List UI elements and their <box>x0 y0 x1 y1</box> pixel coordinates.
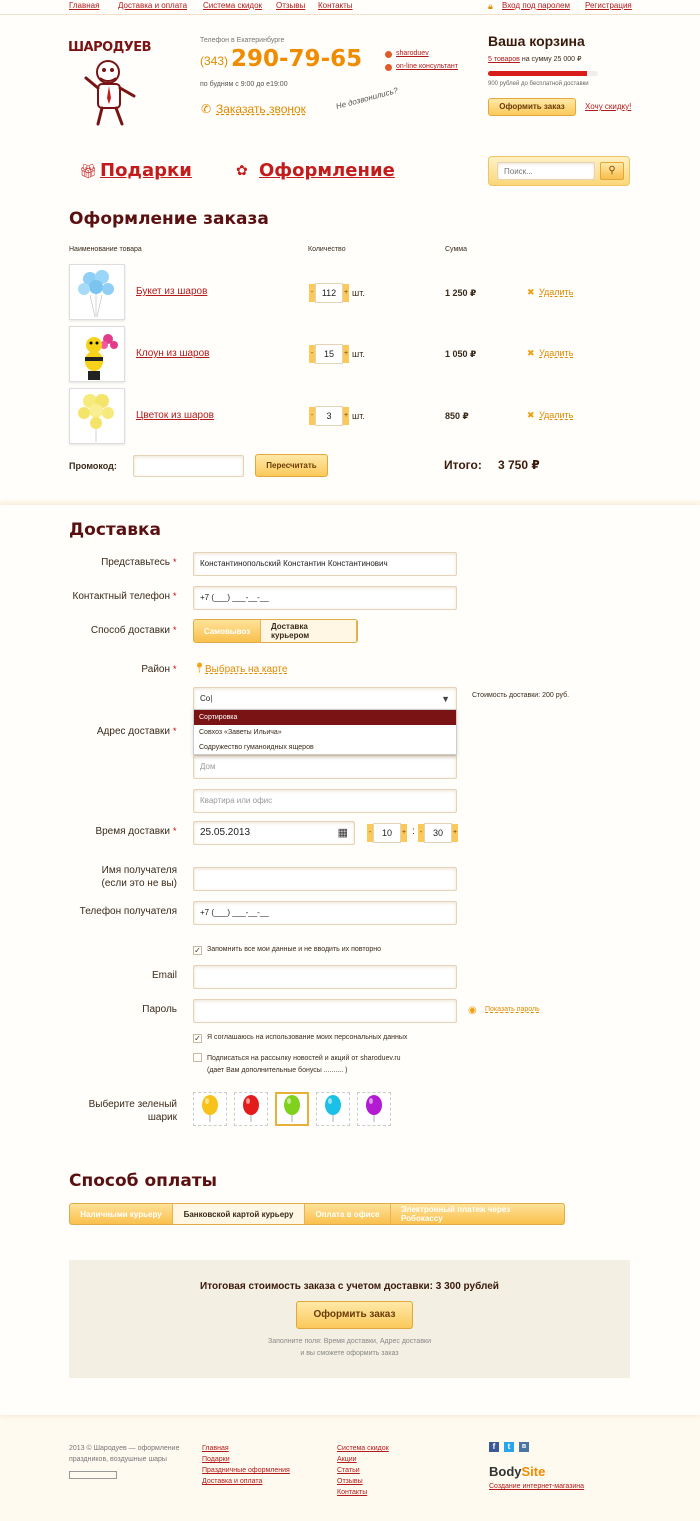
footer-link[interactable]: Главная <box>202 1445 229 1452</box>
balloon-option[interactable] <box>193 1092 227 1126</box>
footer-link[interactable]: Контакты <box>337 1489 368 1496</box>
recipient-phone-label: Телефон получателя <box>79 906 177 917</box>
product-image[interactable] <box>69 388 125 444</box>
summary-total: Итоговая стоимость заказа с учетом доставки: 3 300 рублей <box>200 1281 499 1292</box>
search-icon[interactable]: ⚲ <box>600 162 624 180</box>
logo-text: ШАРОДУЕВ <box>68 40 152 55</box>
promo-label: Промокод: <box>69 461 117 471</box>
payment-cash[interactable]: Наличными курьеру <box>70 1204 173 1224</box>
map-pin-icon: 📍︎ <box>193 663 206 674</box>
online-consultant-link[interactable]: on-line консультант <box>396 63 458 70</box>
brand-site: Site <box>521 1464 546 1479</box>
address-label: Адрес доставки <box>96 726 170 737</box>
row-sum: 850 ₽ <box>445 411 469 421</box>
delete-icon: ✖ <box>527 287 535 297</box>
minute-input[interactable]: 30 <box>424 823 452 843</box>
nav-contacts[interactable]: Контакты <box>318 1 353 10</box>
email-input[interactable] <box>193 965 457 989</box>
copyright: 2013 © Шародуев — оформление <box>69 1445 180 1452</box>
recipient-phone-input[interactable]: +7 (___) ___-__-__ <box>193 901 457 925</box>
phone-label: Контактный телефон <box>72 591 170 602</box>
remember-checkbox[interactable]: ✓ <box>194 946 201 955</box>
time-separator: : <box>412 826 415 837</box>
time-label: Время доставки <box>95 826 170 837</box>
counter-badge[interactable] <box>69 1471 117 1479</box>
row-sum: 1 250 ₽ <box>445 288 477 298</box>
balloon-label: Выберите зеленый <box>88 1099 177 1110</box>
quantity-stepper <box>309 283 349 303</box>
callback-note: Не дозвонились? <box>334 85 399 112</box>
row-sum: 1 050 ₽ <box>445 349 477 359</box>
recipient-label: Имя получателя <box>101 865 177 876</box>
cart-order-button[interactable]: Оформить заказ <box>488 98 576 116</box>
decrement-button[interactable]: - <box>418 824 424 842</box>
nav-decor[interactable]: Оформление <box>259 160 395 181</box>
increment-button[interactable]: + <box>343 407 349 425</box>
district-option[interactable]: Совхоз «Заветы Ильича» <box>199 729 282 736</box>
balloon-icon <box>364 1095 384 1123</box>
logo[interactable] <box>68 36 168 131</box>
footer-link[interactable]: Система скидок <box>337 1445 389 1452</box>
flower-icon: ✿ <box>236 162 248 178</box>
district-select[interactable]: Со| ▼ <box>193 687 457 711</box>
decrement-button[interactable]: - <box>309 284 315 302</box>
callback-link[interactable]: Заказать звонок <box>216 102 306 116</box>
decrement-button[interactable]: - <box>309 407 315 425</box>
nav-reviews[interactable]: Отзывы <box>276 1 306 10</box>
balloon-icon <box>323 1095 343 1123</box>
recipient-label-note: (если это не вы) <box>101 878 177 889</box>
subscribe-checkbox[interactable] <box>193 1053 202 1062</box>
register-link[interactable]: Регистрация <box>585 1 632 10</box>
summary-note-2: и вы сможете оформить заказ <box>300 1350 399 1357</box>
hour-stepper <box>367 823 407 843</box>
map-link[interactable]: Выбрать на карте <box>205 664 288 675</box>
method-pickup[interactable]: Самовывоз <box>194 620 261 642</box>
payment-robokassa[interactable]: Электронный платеж через Робокассу <box>401 1205 511 1223</box>
name-input[interactable]: Константинопольский Константин Константинович <box>193 552 457 576</box>
balloon-icon <box>241 1095 261 1123</box>
summary-box <box>69 1260 630 1378</box>
lock-icon: 🔒︎ <box>488 1 493 11</box>
balloon-icon <box>200 1095 220 1123</box>
increment-button[interactable]: + <box>343 345 349 363</box>
payment-title: Способ оплаты <box>69 1171 218 1191</box>
delivery-title: Доставка <box>69 520 161 540</box>
date-input[interactable] <box>193 821 355 845</box>
progress-fill <box>488 71 587 76</box>
required-mark: * <box>173 826 177 836</box>
nav-delivery[interactable]: Доставка и оплата <box>118 1 188 10</box>
nav-home[interactable]: Главная <box>69 1 100 10</box>
free-delivery-note: 900 рублей до бесплатной доставки <box>488 81 589 87</box>
name-label: Представьтесь <box>101 557 170 568</box>
promo-input[interactable] <box>133 455 244 477</box>
payment-card[interactable]: Банковской картой курьеру <box>173 1204 305 1224</box>
discount-link[interactable]: Хочу скидку! <box>585 102 632 111</box>
delete-link[interactable]: Удалить <box>539 410 574 420</box>
footer-link[interactable]: Подарки <box>202 1456 230 1463</box>
cart-items-link[interactable]: 5 товаров <box>488 56 520 63</box>
cart-title: Ваша корзина <box>488 33 585 49</box>
subscribe-label: Подписаться на рассылку новостей и акций от sharoduev.ru <box>207 1055 401 1062</box>
login-link[interactable]: Вход под паролем <box>502 1 570 10</box>
eye-icon: ◉ <box>468 1005 477 1016</box>
balloon-bouquet-icon <box>70 265 126 321</box>
password-input[interactable] <box>193 999 457 1023</box>
search-input[interactable] <box>497 162 595 180</box>
bodysite-logo <box>489 1464 545 1479</box>
required-mark: * <box>173 726 177 736</box>
quantity-input[interactable]: 112 <box>315 283 343 303</box>
gift-icon: 🎁︎ <box>79 163 97 179</box>
phone-caption: Телефон в Екатеринбурге <box>200 37 285 44</box>
order-title: Оформление заказа <box>69 209 269 229</box>
nav-discounts[interactable]: Система скидок <box>203 1 263 10</box>
date-value: 25.05.2013 <box>200 827 251 838</box>
method-courier[interactable]: Доставка курьером <box>261 620 357 642</box>
agree-label: Я соглашаюсь на использование моих персональных данных <box>207 1034 408 1041</box>
cart-sum: на сумму 25 000 ₽ <box>519 56 582 63</box>
skype-link[interactable]: sharoduev <box>396 50 429 57</box>
required-mark: * <box>173 591 177 601</box>
balloon-option[interactable] <box>316 1092 350 1126</box>
flat-input[interactable]: Квартира или офис <box>193 789 457 813</box>
phone-number: 290-79-65 <box>231 46 363 72</box>
footer-link[interactable]: Акции <box>337 1456 357 1463</box>
flower-balloon-icon <box>70 389 126 445</box>
phone-code: (343) <box>200 54 229 68</box>
product-name-link[interactable]: Букет из шаров <box>136 286 208 297</box>
logo-mascot-icon <box>82 58 142 130</box>
divider <box>0 14 700 15</box>
total-value: 3 750 ₽ <box>498 458 540 472</box>
footer-link[interactable]: Праздничные оформления <box>202 1467 290 1474</box>
twitter-icon[interactable]: t <box>504 1442 514 1452</box>
method-label: Способ доставки <box>90 625 170 636</box>
agree-checkbox[interactable]: ✓ <box>194 1034 201 1043</box>
search-box <box>488 156 630 186</box>
balloon-option[interactable] <box>357 1092 391 1126</box>
show-password-link[interactable]: Показать пароль <box>485 1006 540 1013</box>
decrement-button[interactable]: - <box>309 345 315 363</box>
unit: шт. <box>352 349 365 359</box>
district-dropdown <box>193 709 457 755</box>
quantity-input[interactable]: 3 <box>315 406 343 426</box>
district-option[interactable]: Сортировка <box>194 710 456 725</box>
skype-icon <box>385 51 392 58</box>
col-name: Наименование товара <box>69 246 142 253</box>
balloon-icon <box>282 1095 302 1123</box>
phone-handset-icon: ✆ <box>201 102 212 116</box>
quantity-input[interactable]: 15 <box>315 344 343 364</box>
hour-input[interactable]: 10 <box>373 823 401 843</box>
product-image[interactable] <box>69 264 125 320</box>
balloon-option[interactable] <box>275 1092 309 1126</box>
decrement-button[interactable]: - <box>367 824 373 842</box>
email-label: Email <box>151 970 177 981</box>
work-hours: по будням с 9:00 до е19:00 <box>200 81 288 88</box>
increment-button[interactable]: + <box>343 284 349 302</box>
payment-method-switch <box>69 1203 565 1225</box>
product-name-link[interactable]: Клоун из шаров <box>136 348 210 359</box>
recipient-name-input[interactable] <box>193 867 457 891</box>
product-image[interactable] <box>69 326 125 382</box>
delete-icon: ✖ <box>527 410 535 420</box>
chat-icon <box>385 64 392 71</box>
subscribe-note: (дает Вам дополнительные бонусы .......... ) <box>207 1067 348 1074</box>
increment-button[interactable]: + <box>452 824 458 842</box>
col-qty: Количество <box>308 246 346 253</box>
total-label: Итого: <box>444 458 482 472</box>
delivery-method-switch <box>193 619 358 643</box>
copyright-2: праздников, воздушные шары <box>69 1456 167 1463</box>
chevron-down-icon: ▼ <box>441 694 450 704</box>
brand-body: Body <box>489 1464 522 1479</box>
quantity-stepper <box>309 344 349 364</box>
delete-link[interactable]: Удалить <box>539 348 574 358</box>
footer-link[interactable]: Статьи <box>337 1467 360 1474</box>
nav-gifts[interactable]: Подарки <box>100 160 192 181</box>
facebook-icon[interactable]: f <box>489 1442 499 1452</box>
summary-note: Заполните поля: Время доставки, Адрес доставки <box>267 1338 432 1345</box>
district-option[interactable]: Содружество гуманоидных ящеров <box>199 744 314 751</box>
required-mark: * <box>173 557 177 567</box>
house-input[interactable]: Дом <box>193 755 457 779</box>
district-value: Со <box>200 694 211 703</box>
delete-icon: ✖ <box>527 348 535 358</box>
footer-link[interactable]: Доставка и оплата <box>202 1478 263 1485</box>
footer-link[interactable]: Отзывы <box>337 1478 363 1485</box>
balloon-label-2: шарик <box>147 1112 177 1123</box>
balloon-option[interactable] <box>234 1092 268 1126</box>
submit-order-button[interactable]: Оформить заказ <box>296 1301 413 1329</box>
minute-stepper <box>418 823 458 843</box>
bodysite-link[interactable]: Создание интернет-магазина <box>489 1483 585 1490</box>
required-mark: * <box>173 664 177 674</box>
calendar-icon[interactable]: ▦ <box>337 827 348 839</box>
vk-icon[interactable]: в <box>519 1442 529 1452</box>
delete-link[interactable]: Удалить <box>539 287 574 297</box>
delivery-cost: Стоимость доставки: 200 руб. <box>472 692 570 699</box>
unit: шт. <box>352 288 365 298</box>
product-name-link[interactable]: Цветок из шаров <box>136 410 214 421</box>
phone-input[interactable]: +7 (___) ___-__-__ <box>193 586 457 610</box>
col-sum: Сумма <box>445 246 467 253</box>
recalc-button[interactable]: Пересчитать <box>255 454 328 477</box>
payment-office[interactable]: Оплата в офисе <box>305 1204 391 1224</box>
increment-button[interactable]: + <box>401 824 407 842</box>
district-label: Район <box>141 664 170 675</box>
free-delivery-progress <box>488 71 598 76</box>
balloon-captcha <box>193 1092 391 1126</box>
unit: шт. <box>352 411 365 421</box>
password-label: Пароль <box>142 1004 177 1015</box>
required-mark: * <box>173 625 177 635</box>
remember-label: Запомнить все мои данные и не вводить их повторно <box>207 946 382 953</box>
clown-balloon-icon <box>70 327 126 383</box>
quantity-stepper <box>309 406 349 426</box>
